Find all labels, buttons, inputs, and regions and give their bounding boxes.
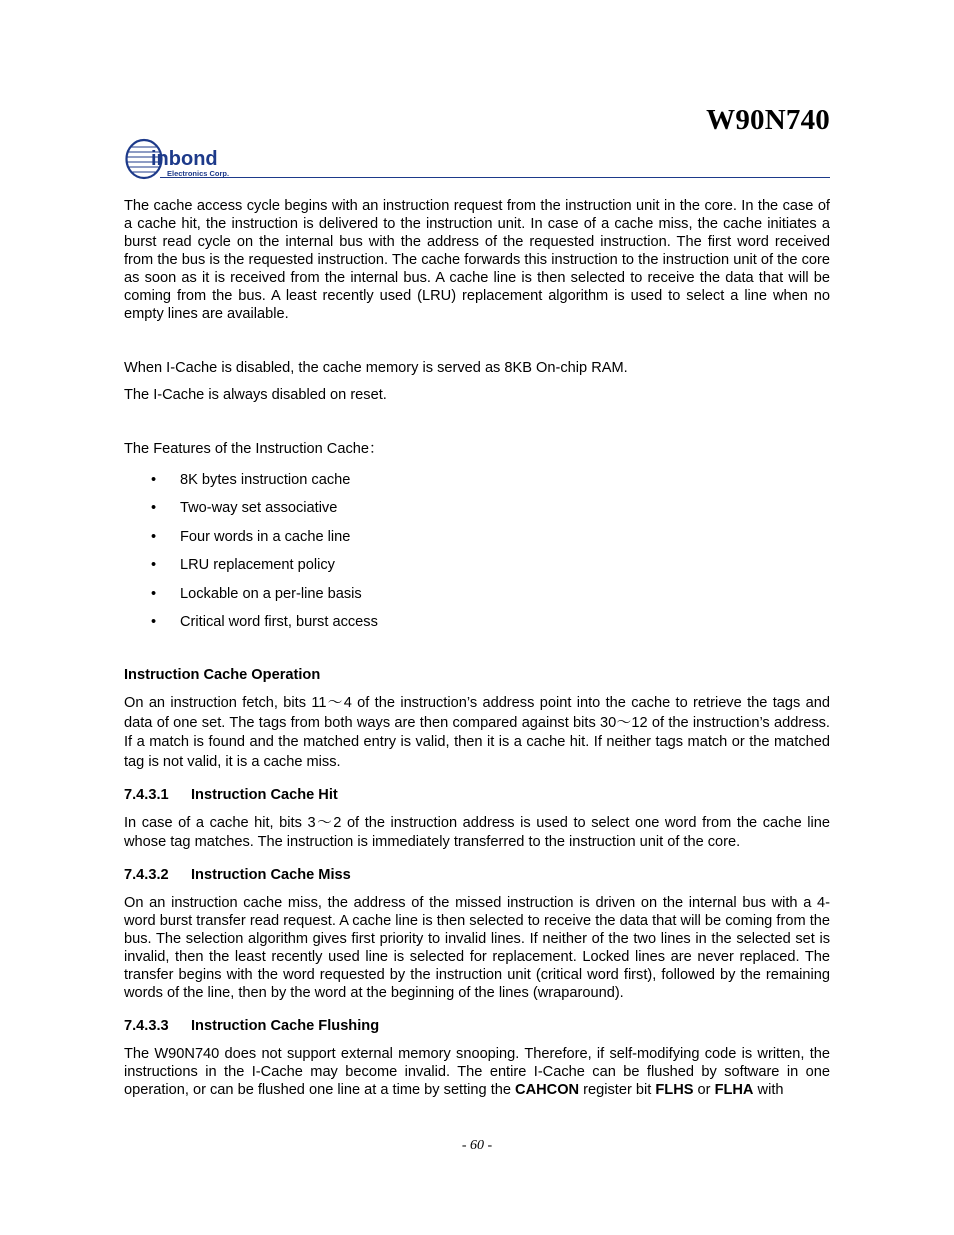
header-divider: [160, 177, 830, 178]
winbond-logo: [125, 138, 255, 180]
bullet-icon: •: [151, 528, 157, 545]
svg-text:inbond: inbond: [151, 148, 218, 170]
bullet-icon: •: [151, 557, 157, 574]
features-intro: The Features of the Instruction Cache：: [124, 441, 384, 457]
list-item: • Critical word first, burst access: [151, 613, 378, 630]
features-list: [124, 471, 830, 641]
flush-paragraph: The W90N740 does not support external memory snooping. Therefore, if self-modifying code is written, the instructions in the I-Cache may become invalid. The entire I-Cache can be flushed by software in one operation, or can be flushed one line at a time by setting the CAHCON register bit FLHS or FLHA with: [124, 1045, 830, 1098]
bullet-icon: •: [151, 472, 157, 488]
disabled-line: When I-Cache is disabled, the cache memory is served as 8KB On-chip RAM.: [124, 360, 628, 376]
operation-heading: Instruction Cache Operation: [124, 667, 321, 684]
hit-paragraph: In case of a cache hit, bits 3～2 of the instruction address is used to select one word from the cache line whose tag matches. The instruction is immediately transferred to the instruction unit of the core.: [124, 814, 830, 851]
list-item: • Two-way set associative: [151, 500, 338, 517]
page-number: - 60 -: [461, 1138, 493, 1153]
bullet-icon: •: [151, 500, 157, 517]
page-content: [124, 197, 830, 1099]
list-item: • Four words in a cache line: [151, 528, 351, 545]
operation-paragraph: On an instruction fetch, bits 11～4 of the instruction’s address point into the cache to retrieve the tags and data of one set. The tags from both ways are then compared against bits 30～12 of the instruction’s address. If a match is found and the matched entry is valid, then it is a cache hit. If neither tags match or the matched tag is not valid, it is a cache miss.: [124, 695, 830, 770]
flush-bit-flha: FLHA: [714, 1081, 754, 1098]
hit-heading: 7.4.3.1 Instruction Cache Hit: [124, 786, 338, 803]
bullet-icon: •: [151, 585, 157, 602]
flush-bit-flhs: FLHS: [655, 1081, 694, 1098]
list-item: • LRU replacement policy: [151, 557, 335, 574]
list-item: • 8K bytes instruction cache: [151, 472, 351, 488]
miss-paragraph: On an instruction cache miss, the address of the missed instruction is driven on the internal bus with a 4-word burst transfer read request. A cache line is then selected to receive the data that will be coming from the bus. The selection algorithm gives first priority to invalid lines. If neither of the two lines in the selected set is invalid, then the least recently used line is selected for replacement. Locked lines are never replaced. The transfer begins with the word requested by the instruction unit (critical word first), followed by the remaining words of the line, then by the word at the beginning of the lines (wraparound).: [124, 894, 830, 1001]
list-item: • Lockable on a per-line basis: [151, 585, 362, 602]
flush-heading: 7.4.3.3 Instruction Cache Flushing: [124, 1017, 380, 1034]
bullet-icon: •: [151, 613, 157, 630]
document-title: W90N740: [706, 104, 830, 136]
svg-text:Electronics Corp.: Electronics Corp.: [167, 169, 230, 178]
register-name: CAHCON: [515, 1081, 580, 1098]
miss-heading: 7.4.3.2 Instruction Cache Miss: [124, 866, 351, 883]
intro-paragraph: The cache access cycle begins with an instruction request from the instruction unit in the core. In the case of a cache hit, the instruction is delivered to the instruction unit. In case of a cache miss, the cache initiates a burst read cycle on the internal bus with the address of the requested instruction. The first word received from the bus is the requested instruction. The cache forwards this instruction to the instruction unit of the core as soon as it is received from the internal bus. A cache line is then selected to receive the data that will be coming from the bus. A least recently used (LRU) replacement algorithm is used to select a line when no empty lines are available.: [124, 198, 830, 322]
reset-line: The I-Cache is always disabled on reset.: [124, 387, 387, 403]
